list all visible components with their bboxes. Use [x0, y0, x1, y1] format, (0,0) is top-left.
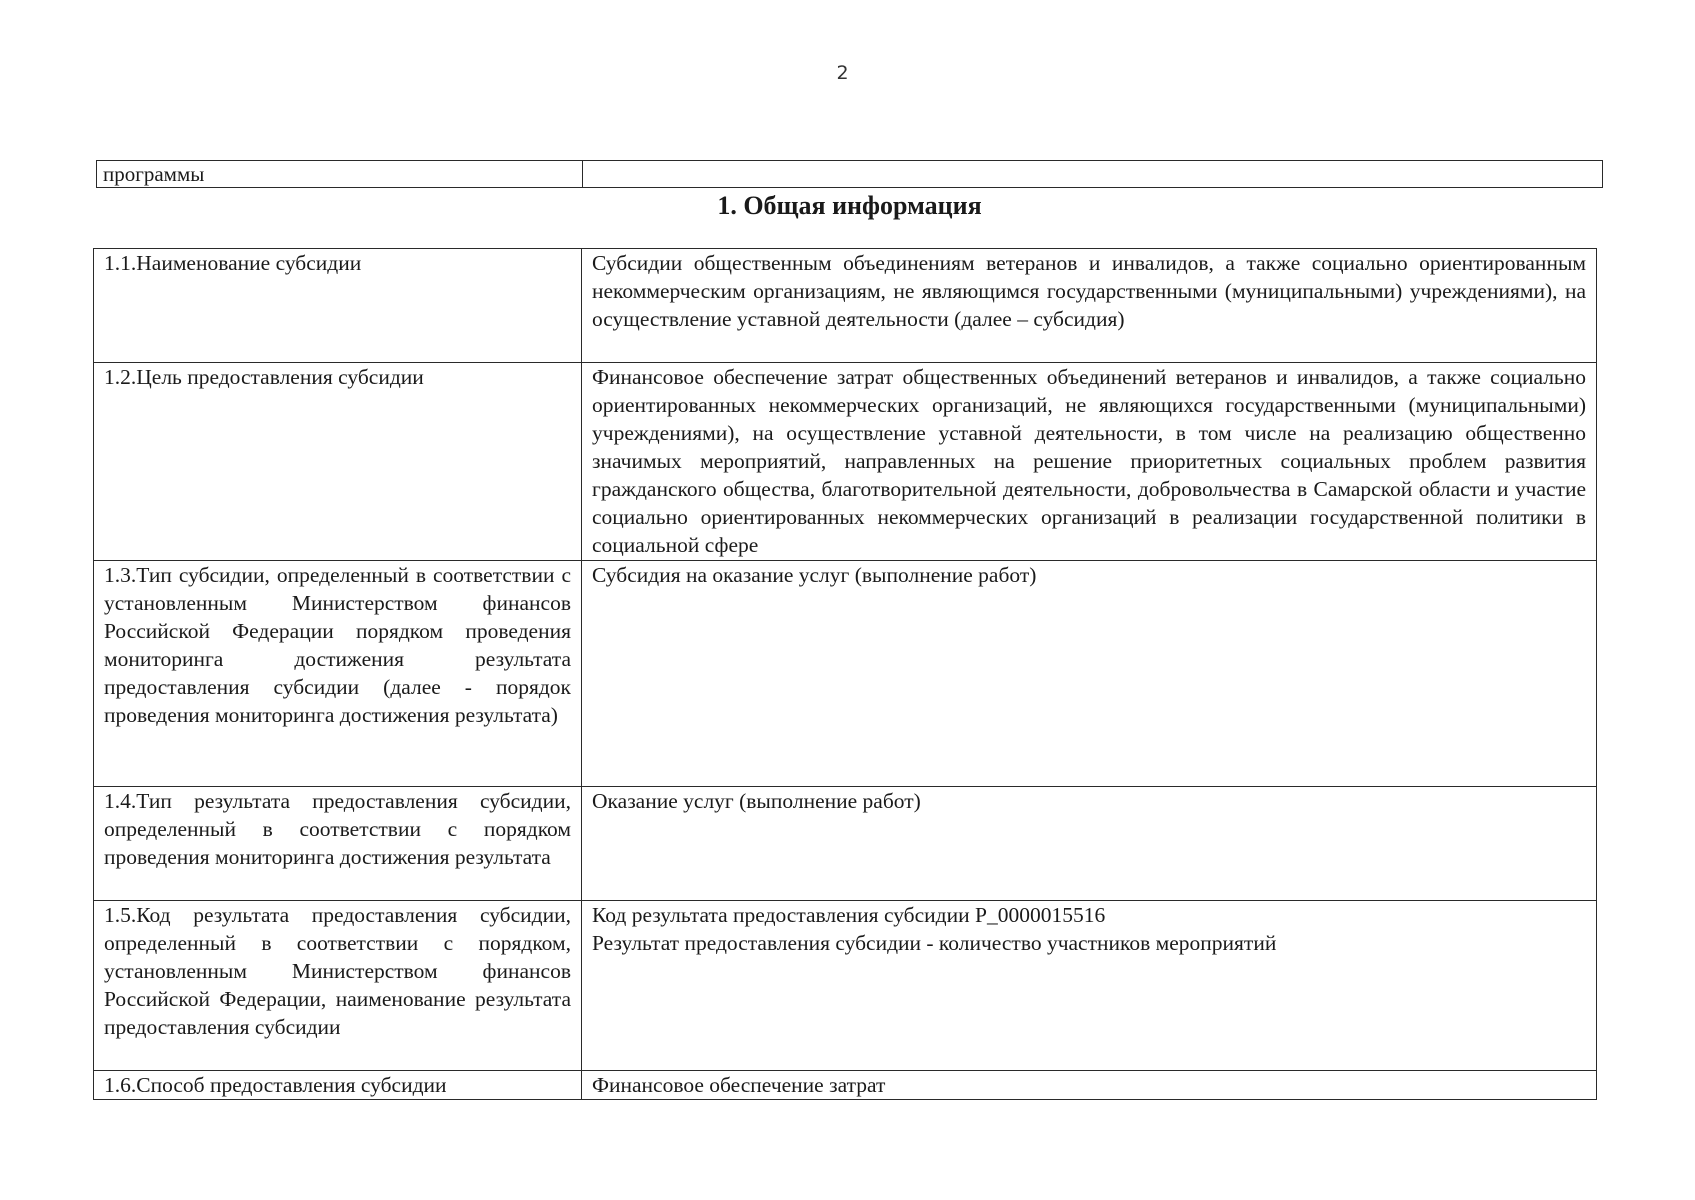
row-label: 1.4.Тип результата предоставления субсидии, определенный в соответствии с порядком проведения мониторинга достижения результата: [94, 787, 582, 901]
table-row: [94, 1071, 1597, 1100]
table-row: [94, 561, 1597, 787]
row-label: 1.2.Цель предоставления субсидии: [94, 363, 582, 561]
table-row: [94, 249, 1597, 363]
row-label: 1.3.Тип субсидии, определенный в соответствии с установленным Министерством финансов Российской Федерации порядком проведения мониторинга достижения результата предоставления субсидии (далее - порядок проведения мониторинга достижения результата): [94, 561, 582, 787]
general-info-table: [93, 248, 1597, 1100]
table-row: [94, 787, 1597, 901]
row-label: 1.1.Наименование субсидии: [94, 249, 582, 363]
row-value: Финансовое обеспечение затрат общественных объединений ветеранов и инвалидов, а также социально ориентированных некоммерческих организаций, не являющихся государственными (муниципальными) учреждениями), на осуществление уставной деятельности, в том числе на реализацию общественно значимых мероприятий, направленных на решение приоритетных социальных проблем развития гражданского общества, благотворительной деятельности, добровольчества в Самарской области и участие социально ориентированных некоммерческих организаций в реализации государственной политики в социальной сфере: [582, 363, 1597, 561]
section-title: 1. Общая информация: [717, 191, 982, 220]
row-value: Финансовое обеспечение затрат: [582, 1071, 1597, 1100]
result-code: Код результата предоставления субсидии P_0000015516: [592, 903, 1106, 927]
row-value: Оказание услуг (выполнение работ): [582, 787, 1597, 901]
row-value: [582, 901, 1597, 1071]
table-row: [94, 363, 1597, 561]
page-number: 2: [836, 62, 849, 84]
row-label: 1.6.Способ предоставления субсидии: [94, 1071, 582, 1100]
continuation-cell-left: программы: [97, 161, 583, 188]
row-value: Субсидия на оказание услуг (выполнение работ): [582, 561, 1597, 787]
continuation-table: [96, 160, 1603, 188]
table-row: [97, 161, 1603, 188]
result-name: Результат предоставления субсидии - количество участников мероприятий: [592, 931, 1277, 955]
continuation-cell-right: [583, 161, 1603, 188]
row-label: 1.5.Код результата предоставления субсидии, определенный в соответствии с порядком, установленным Министерством финансов Российской Федерации, наименование результата предоставления субсидии: [94, 901, 582, 1071]
row-value: Субсидии общественным объединениям ветеранов и инвалидов, а также социально ориентированным некоммерческим организациям, не являющимся государственными (муниципальными) учреждениями), на осуществление уставной деятельности (далее – субсидия): [582, 249, 1597, 363]
table-row: [94, 901, 1597, 1071]
